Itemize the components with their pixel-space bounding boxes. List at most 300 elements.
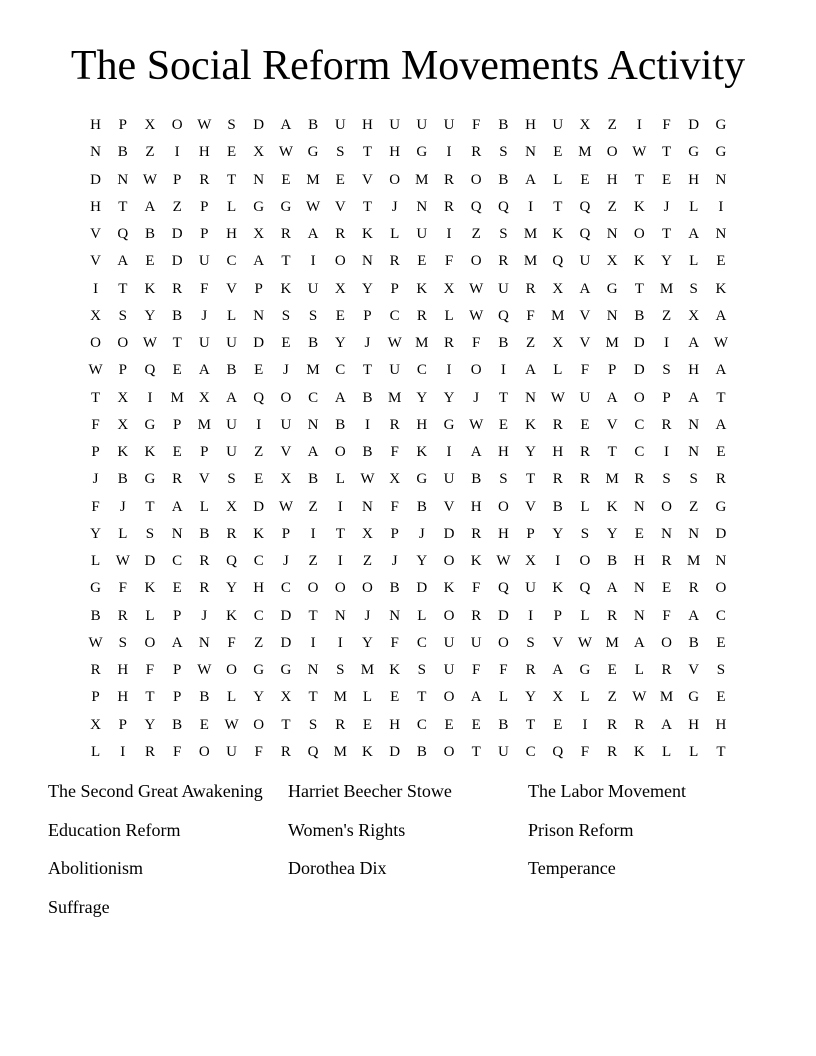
grid-letter: C (253, 553, 264, 569)
grid-letter: S (145, 525, 155, 542)
grid-letter: E (254, 362, 264, 379)
grid-letter: E (471, 716, 481, 733)
grid-letter: W (197, 662, 212, 678)
grid-letter: P (172, 607, 182, 624)
grid-letter: L (580, 689, 590, 706)
grid-letter: M (387, 389, 402, 406)
grid-letter: I (446, 226, 452, 242)
grid-letter: F (444, 253, 454, 270)
grid-letter: X (280, 689, 292, 706)
grid-letter: R (144, 743, 155, 760)
grid-letter: N (688, 416, 700, 433)
grid-letter: A (307, 444, 319, 460)
grid-letter: Q (579, 580, 591, 597)
grid-letter: K (362, 226, 373, 242)
grid-letter: K (525, 416, 537, 433)
grid-letter: G (307, 144, 319, 161)
grid-letter: N (416, 198, 428, 215)
grid-letter: M (523, 253, 538, 270)
grid-letter: L (689, 198, 699, 215)
grid-letter: E (254, 471, 264, 488)
grid-letter: C (525, 743, 536, 760)
grid-letter: Q (470, 198, 482, 215)
grid-letter: X (198, 389, 210, 406)
word-list-item: Temperance (528, 858, 616, 878)
grid-letter: Z (362, 553, 373, 569)
grid-letter: X (280, 471, 292, 488)
grid-letter: M (659, 689, 674, 706)
grid-letter: I (664, 335, 670, 351)
grid-letter: W (577, 634, 593, 651)
grid-letter: K (470, 553, 482, 569)
grid-letter: F (390, 444, 399, 460)
grid-letter: I (555, 553, 561, 569)
grid-letter: E (172, 362, 182, 379)
grid-letter: U (443, 117, 455, 133)
grid-letter: O (334, 253, 346, 270)
grid-letter: K (144, 280, 156, 297)
grid-letter: E (444, 716, 454, 733)
grid-letter: B (335, 416, 346, 433)
grid-letter: J (92, 471, 99, 488)
grid-letter: E (281, 171, 291, 188)
grid-letter: V (443, 498, 455, 515)
grid-letter: E (199, 716, 209, 733)
grid-letter: X (253, 226, 265, 242)
grid-letter: B (308, 471, 319, 488)
grid-letter: K (144, 580, 156, 597)
grid-letter: T (362, 362, 373, 379)
grid-letter: N (389, 607, 401, 624)
grid-letter: I (174, 144, 180, 161)
grid-letter: L (226, 307, 237, 324)
grid-letter: C (389, 307, 400, 324)
grid-letter: B (416, 498, 427, 515)
grid-letter: V (525, 498, 537, 515)
grid-letter: Y (90, 525, 102, 542)
grid-letter: R (525, 662, 536, 678)
grid-letter: R (525, 280, 536, 297)
grid-letter: Y (416, 553, 428, 569)
grid-letter: M (605, 471, 619, 488)
grid-letter: Z (607, 198, 617, 215)
grid-letter: I (120, 743, 126, 760)
grid-letter: F (91, 416, 100, 433)
grid-letter: Y (144, 716, 156, 733)
grid-letter: A (117, 253, 129, 270)
grid-letter: N (90, 144, 102, 161)
grid-letter: Q (552, 743, 564, 760)
grid-letter: R (416, 307, 427, 324)
grid-letter: G (416, 471, 428, 488)
grid-letter: I (528, 607, 534, 624)
grid-letter: O (362, 580, 373, 597)
grid-letter: S (336, 662, 345, 678)
grid-letter: Q (226, 553, 237, 569)
grid-letter: B (117, 471, 128, 488)
grid-letter: N (633, 498, 645, 515)
grid-letter: Z (308, 498, 318, 515)
grid-letter: Q (497, 198, 509, 215)
grid-letter: T (335, 525, 345, 542)
grid-letter: P (662, 389, 671, 406)
grid-letter: N (715, 171, 727, 188)
grid-letter: M (687, 553, 701, 569)
grid-letter: T (281, 253, 291, 270)
grid-letter: N (606, 226, 618, 242)
grid-letter: C (715, 607, 726, 624)
grid-letter: G (253, 662, 265, 678)
grid-letter: D (633, 335, 645, 351)
grid-letter: P (118, 362, 127, 379)
grid-letter: H (389, 716, 401, 733)
grid-letter: M (551, 307, 565, 324)
grid-letter: M (523, 226, 538, 242)
grid-letter: V (226, 280, 237, 297)
grid-letter: W (469, 307, 484, 324)
grid-letter: Q (307, 743, 319, 760)
grid-letter: G (253, 198, 265, 215)
grid-letter: Y (606, 525, 618, 542)
grid-letter: A (198, 362, 210, 379)
grid-letter: O (334, 580, 346, 597)
grid-letter: L (661, 743, 672, 760)
grid-letter: H (253, 580, 265, 597)
grid-letter: S (499, 226, 508, 242)
grid-letter: N (633, 607, 645, 624)
grid-letter: T (308, 607, 318, 624)
grid-letter: C (335, 362, 346, 379)
grid-letter: F (254, 743, 263, 760)
grid-letter: N (688, 444, 700, 460)
grid-letter: O (633, 389, 645, 406)
grid-letter: T (526, 471, 536, 488)
grid-letter: B (90, 607, 101, 624)
grid-letter: Z (308, 553, 318, 569)
grid-letter: Z (254, 634, 264, 651)
grid-letter: O (226, 662, 237, 678)
grid-letter: C (280, 580, 291, 597)
grid-letter: T (417, 689, 427, 706)
grid-letter: U (579, 389, 591, 406)
grid-letter: Q (552, 253, 564, 270)
grid-letter: S (526, 634, 535, 651)
grid-letter: U (579, 253, 591, 270)
grid-letter: E (362, 716, 373, 733)
grid-letter: O (443, 553, 455, 569)
grid-letter: I (636, 117, 642, 133)
grid-letter: P (553, 607, 562, 624)
grid-letter: C (253, 607, 264, 624)
grid-letter: B (688, 634, 699, 651)
grid-letter: D (171, 253, 183, 270)
grid-letter: F (472, 580, 481, 597)
grid-letter: Q (497, 307, 509, 324)
grid-letter: W (632, 144, 647, 161)
grid-letter: E (226, 144, 237, 161)
grid-letter: Z (607, 117, 617, 133)
grid-letter: T (118, 198, 128, 215)
grid-letter: T (634, 280, 644, 297)
grid-letter: W (632, 689, 647, 706)
grid-letter: E (553, 144, 563, 161)
grid-letter: S (662, 362, 671, 379)
grid-letter: P (172, 689, 182, 706)
grid-letter: G (606, 280, 618, 297)
grid-letter: H (633, 553, 645, 569)
grid-letter: W (142, 171, 158, 188)
grid-letter: T (362, 144, 373, 161)
grid-letter: E (417, 253, 427, 270)
grid-letter: E (498, 416, 508, 433)
grid-letter: N (198, 634, 210, 651)
grid-letter: X (334, 280, 346, 297)
grid-letter: H (525, 117, 537, 133)
grid-letter: H (688, 362, 700, 379)
grid-letter: E (607, 662, 617, 678)
grid-letter: L (91, 743, 101, 760)
grid-letter: R (335, 226, 346, 242)
grid-letter: M (333, 689, 347, 706)
grid-letter: S (689, 280, 698, 297)
grid-letter: R (552, 471, 563, 488)
grid-letter: D (253, 117, 265, 133)
grid-letter: R (199, 553, 210, 569)
grid-letter: R (226, 525, 237, 542)
grid-letter: U (525, 580, 537, 597)
grid-letter: V (198, 471, 210, 488)
grid-letter: J (201, 307, 208, 324)
grid-letter: R (172, 471, 183, 488)
grid-letter: O (470, 362, 482, 379)
grid-letter: I (337, 634, 343, 651)
grid-letter: L (417, 607, 427, 624)
grid-letter: T (362, 198, 373, 215)
grid-letter: Y (443, 389, 455, 406)
grid-letter: L (118, 525, 128, 542)
grid-letter: T (471, 743, 481, 760)
grid-letter: P (390, 280, 399, 297)
grid-letter: T (661, 144, 672, 161)
grid-letter: Q (253, 389, 265, 406)
grid-letter: M (605, 634, 619, 651)
grid-letter: H (688, 716, 700, 733)
grid-letter: U (226, 743, 237, 760)
grid-letter: R (471, 607, 482, 624)
grid-letter: E (716, 444, 726, 460)
grid-letter: L (335, 471, 345, 488)
grid-letter: B (172, 307, 183, 324)
grid-letter: E (172, 444, 182, 460)
grid-letter: R (172, 280, 183, 297)
grid-letter: M (306, 362, 320, 379)
grid-letter: L (553, 171, 563, 188)
grid-letter: V (90, 226, 102, 242)
grid-letter: I (93, 280, 99, 297)
grid-letter: Y (525, 689, 537, 706)
grid-letter: A (171, 498, 183, 515)
grid-letter: G (144, 416, 156, 433)
grid-letter: O (443, 607, 455, 624)
grid-letter: R (389, 416, 400, 433)
grid-letter: H (497, 444, 509, 460)
grid-letter: P (281, 525, 291, 542)
grid-letter: R (117, 607, 128, 624)
grid-letter: F (390, 634, 399, 651)
grid-letter: L (498, 689, 508, 706)
grid-letter: D (171, 226, 183, 242)
grid-letter: L (145, 607, 155, 624)
grid-letter: N (253, 307, 265, 324)
grid-letter: Z (471, 226, 481, 242)
grid-letter: T (716, 389, 726, 406)
grid-letter: L (91, 553, 101, 569)
grid-letter: B (416, 743, 427, 760)
grid-letter: C (416, 634, 427, 651)
grid-letter: R (661, 662, 672, 678)
grid-letter: R (471, 144, 482, 161)
grid-letter: N (606, 307, 618, 324)
word-list-item: Women's Rights (288, 819, 406, 840)
grid-letter: L (580, 607, 590, 624)
grid-letter: E (145, 253, 155, 270)
grid-letter: E (716, 689, 726, 706)
grid-letter: A (253, 253, 265, 270)
grid-letter: K (606, 498, 618, 515)
grid-letter: O (280, 389, 292, 406)
grid-letter: T (145, 498, 155, 515)
grid-letter: E (335, 307, 345, 324)
grid-letter: R (607, 743, 618, 760)
grid-letter: U (334, 117, 346, 133)
grid-letter: K (117, 444, 129, 460)
grid-letter: V (90, 253, 102, 270)
word-list-item: The Labor Movement (528, 781, 686, 801)
grid-letter: F (118, 580, 127, 597)
grid-letter: K (633, 198, 645, 215)
grid-letter: S (662, 471, 671, 488)
grid-letter: B (552, 498, 563, 515)
grid-letter: K (226, 607, 237, 624)
grid-letter: T (172, 335, 182, 351)
grid-letter: T (281, 716, 291, 733)
grid-letter: P (390, 525, 399, 542)
grid-letter: R (661, 416, 672, 433)
grid-letter: I (337, 553, 343, 569)
grid-letter: N (307, 662, 319, 678)
grid-letter: Y (144, 307, 156, 324)
grid-letter: H (198, 144, 210, 161)
grid-letter: Y (525, 444, 537, 460)
grid-letter: X (253, 144, 265, 161)
grid-letter: O (90, 335, 102, 351)
grid-letter: J (364, 335, 371, 351)
grid-letter: B (199, 689, 210, 706)
grid-letter: K (253, 525, 265, 542)
grid-letter: G (579, 662, 591, 678)
grid-letter: Q (144, 362, 156, 379)
grid-letter: S (417, 662, 427, 678)
grid-letter: R (444, 198, 455, 215)
grid-letter: A (144, 198, 156, 215)
grid-letter: U (416, 226, 428, 242)
grid-letter: C (308, 389, 319, 406)
grid-letter: V (579, 307, 591, 324)
grid-letter: A (688, 335, 700, 351)
grid-letter: R (389, 253, 400, 270)
grid-letter: J (282, 553, 289, 569)
grid-letter: R (199, 580, 210, 597)
grid-letter: N (362, 498, 373, 515)
grid-letter: A (715, 416, 727, 433)
grid-letter: W (88, 634, 103, 651)
grid-letter: P (254, 280, 263, 297)
grid-letter: O (470, 171, 482, 188)
grid-letter: B (226, 362, 237, 379)
grid-letter: X (443, 280, 455, 297)
grid-letter: U (226, 335, 237, 351)
grid-letter: Y (552, 525, 564, 542)
grid-letter: Y (416, 389, 428, 406)
grid-letter: U (389, 117, 401, 133)
word-list-item: Abolitionism (48, 858, 144, 878)
grid-letter: A (688, 226, 700, 242)
grid-letter: U (307, 280, 319, 297)
grid-letter: J (473, 389, 480, 406)
grid-letter: N (253, 171, 265, 188)
grid-letter: A (579, 280, 591, 297)
grid-letter: I (528, 198, 534, 215)
grid-letter: M (605, 335, 619, 351)
grid-letter: A (661, 716, 672, 733)
grid-letter: G (90, 580, 102, 597)
grid-letter: Y (253, 689, 265, 706)
grid-letter: I (718, 198, 724, 215)
grid-letter: R (661, 553, 672, 569)
grid-letter: S (227, 471, 236, 488)
grid-letter: A (606, 580, 618, 597)
grid-letter: S (308, 716, 318, 733)
grid-letter: D (688, 117, 700, 133)
grid-letter: O (661, 498, 672, 515)
grid-letter: H (226, 226, 237, 242)
grid-letter: W (360, 471, 375, 488)
grid-letter: H (552, 444, 564, 460)
grid-letter: N (171, 525, 183, 542)
grid-letter: H (389, 144, 401, 161)
grid-letter: M (306, 171, 320, 188)
grid-letter: W (197, 117, 212, 133)
grid-letter: G (715, 498, 727, 515)
grid-letter: W (115, 553, 130, 569)
grid-letter: U (470, 634, 482, 651)
grid-letter: Z (526, 335, 536, 351)
grid-letter: X (90, 716, 102, 733)
grid-letter: X (117, 389, 129, 406)
grid-letter: N (525, 389, 537, 406)
grid-letter: Z (689, 498, 699, 515)
grid-letter: M (578, 144, 592, 161)
grid-letter: I (664, 444, 670, 460)
grid-letter: D (715, 525, 727, 542)
grid-letter: J (201, 607, 208, 624)
grid-letter: O (470, 253, 482, 270)
grid-letter: F (580, 362, 590, 379)
grid-letter: N (715, 553, 727, 569)
grid-letter: N (661, 525, 672, 542)
grid-letter: U (280, 416, 292, 433)
grid-letter: F (390, 498, 399, 515)
